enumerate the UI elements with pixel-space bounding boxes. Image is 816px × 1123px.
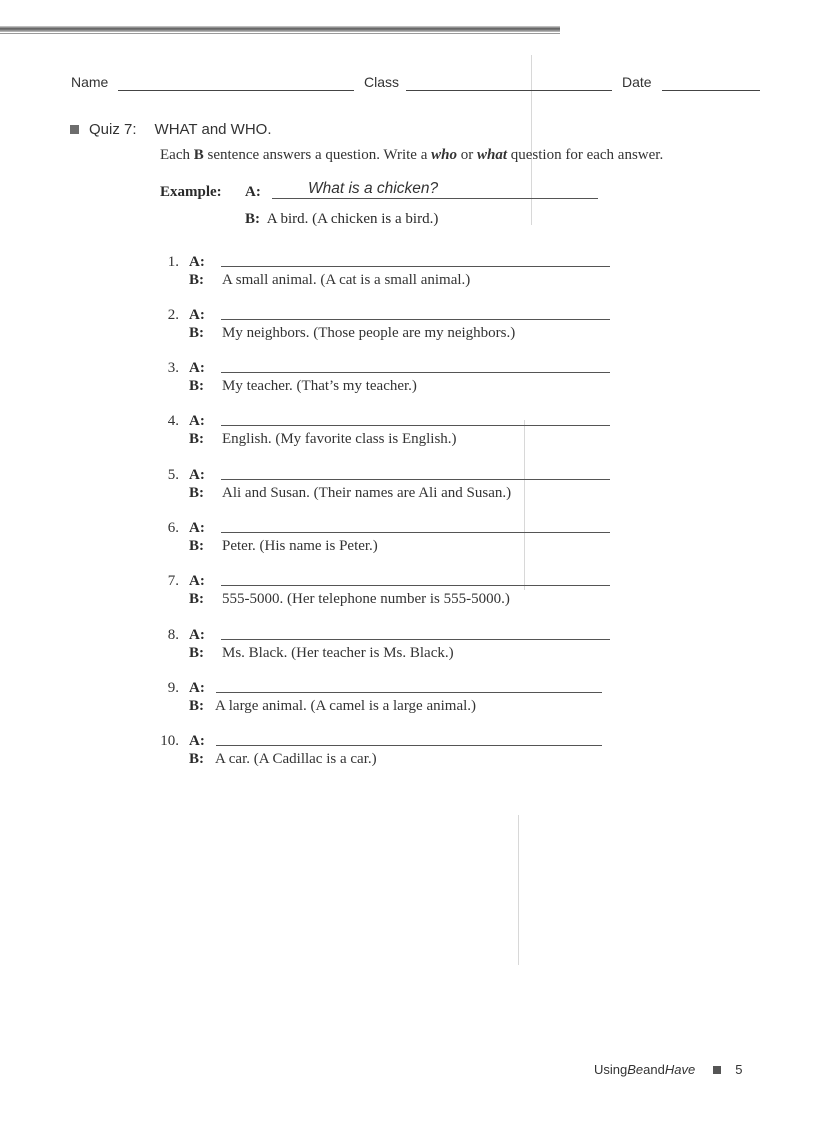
example-label: Example: <box>160 184 222 200</box>
item-number: 3. <box>167 360 179 376</box>
item-b-answer: A small animal. (A cat is a small animal.) <box>222 272 471 288</box>
item-a-label: A: <box>189 413 205 429</box>
instructions: Each B sentence answers a question. Write a who or what question for each answer. <box>160 147 664 163</box>
item-b-label: B: <box>189 325 204 341</box>
example-answer-line <box>272 198 598 199</box>
question-item <box>0 254 816 300</box>
scan-edge-line <box>0 33 560 34</box>
example-answer: What is a chicken? <box>308 180 439 197</box>
item-a-label: A: <box>189 467 205 483</box>
item-a-label: A: <box>189 360 205 376</box>
item-b-label: B: <box>189 591 204 607</box>
item-b-answer: 555-5000. (Her telephone number is 555-5000.) <box>222 591 510 607</box>
item-b-label: B: <box>189 645 204 661</box>
item-a-label: A: <box>189 573 205 589</box>
item-answer-line[interactable] <box>221 425 610 426</box>
example-b: B: A bird. (A chicken is a bird.) <box>245 211 439 227</box>
page-number: 5 <box>735 1062 743 1077</box>
item-answer-line[interactable] <box>221 479 610 480</box>
square-bullet-icon <box>70 125 79 134</box>
item-number: 10. <box>160 733 179 749</box>
item-a-label: A: <box>189 627 205 643</box>
name-field[interactable] <box>118 90 354 91</box>
item-b-answer: My teacher. (That’s my teacher.) <box>222 378 417 394</box>
item-a-label: A: <box>189 520 205 536</box>
square-bullet-icon <box>713 1066 721 1074</box>
item-answer-line[interactable] <box>221 372 610 373</box>
question-item <box>0 467 816 513</box>
item-answer-line[interactable] <box>221 319 610 320</box>
item-b-answer: Ali and Susan. (Their names are Ali and Susan.) <box>222 485 512 501</box>
date-label: Date <box>622 74 652 90</box>
item-answer-line[interactable] <box>221 585 610 586</box>
item-b-label: B: <box>189 485 204 501</box>
question-item <box>0 520 816 566</box>
item-answer-line[interactable] <box>221 639 610 640</box>
item-a-label: A: <box>189 307 205 323</box>
item-answer-line[interactable] <box>216 745 602 746</box>
name-label: Name <box>71 74 109 90</box>
question-item <box>0 413 816 459</box>
item-number: 4. <box>167 413 179 429</box>
item-b-answer: My neighbors. (Those people are my neighbors.) <box>222 325 516 341</box>
item-b-label: B: <box>189 538 204 554</box>
item-number: 5. <box>167 467 179 483</box>
question-item <box>0 307 816 353</box>
question-item <box>0 360 816 406</box>
example-a-label: A: <box>245 184 261 200</box>
item-b-label: B: <box>189 378 204 394</box>
item-answer-line[interactable] <box>216 692 602 693</box>
question-item <box>0 627 816 673</box>
item-a-label: A: <box>189 680 205 696</box>
scan-artifact <box>531 55 532 225</box>
item-number: 1. <box>167 254 179 270</box>
quiz-heading <box>70 121 272 138</box>
page-footer: Using Be and Have 5 <box>594 1062 743 1077</box>
item-a-label: A: <box>189 733 205 749</box>
item-answer-line[interactable] <box>221 532 610 533</box>
item-b-label: B: <box>189 272 204 288</box>
scan-edge <box>0 26 560 32</box>
item-b-answer: A car. (A Cadillac is a car.) <box>215 751 377 767</box>
item-number: 9. <box>167 680 179 696</box>
date-field[interactable] <box>662 90 760 91</box>
item-number: 6. <box>167 520 179 536</box>
item-number: 7. <box>167 573 179 589</box>
class-label: Class <box>364 74 400 90</box>
item-number: 8. <box>167 627 179 643</box>
item-b-answer: Peter. (His name is Peter.) <box>222 538 378 554</box>
item-answer-line[interactable] <box>221 266 610 267</box>
question-item <box>0 573 816 619</box>
item-b-answer: Ms. Black. (Her teacher is Ms. Black.) <box>222 645 454 661</box>
item-b-answer: A large animal. (A camel is a large animal.) <box>215 698 477 714</box>
item-a-label: A: <box>189 254 205 270</box>
question-item <box>0 733 816 779</box>
item-b-answer: English. (My favorite class is English.) <box>222 431 457 447</box>
scan-artifact <box>518 815 519 965</box>
item-b-label: B: <box>189 698 204 714</box>
quiz-title: WHAT and WHO. <box>154 121 272 138</box>
item-b-label: B: <box>189 751 204 767</box>
item-b-label: B: <box>189 431 204 447</box>
class-field[interactable] <box>406 90 612 91</box>
item-number: 2. <box>167 307 179 323</box>
question-item <box>0 680 816 726</box>
quiz-number: Quiz 7: <box>89 121 137 138</box>
